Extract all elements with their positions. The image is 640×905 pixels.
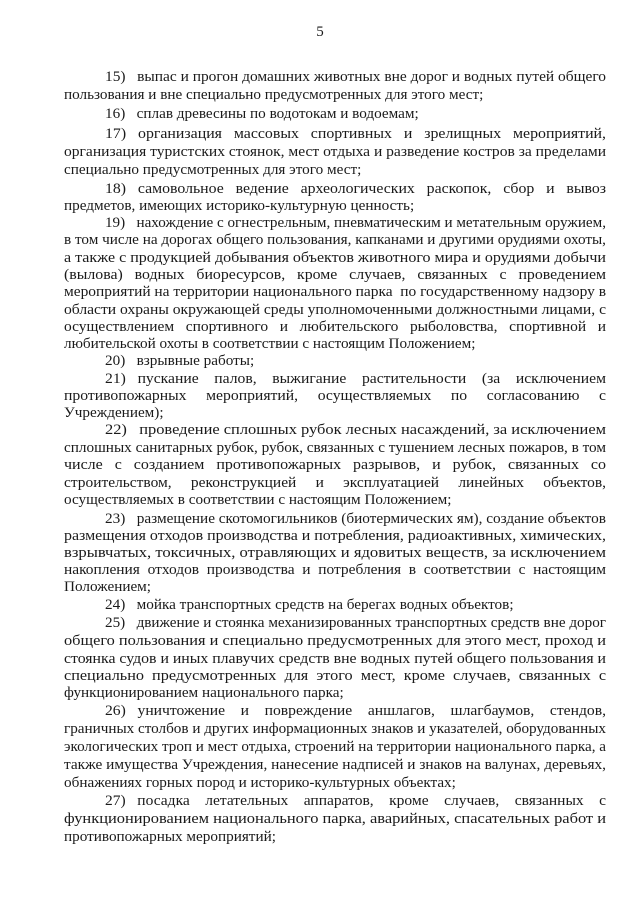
text-line: 21) пускание палов, выжигание растительности (за исключением xyxy=(105,370,606,387)
text-line: взрывчатых, токсичных, отравляющих и ядовитых веществ, за исключением xyxy=(64,544,607,561)
text-line: пользования и вне специально предусмотренных для этого мест; xyxy=(64,86,484,103)
text-line: накопления отходов производства и потребления в соответствии с настоящим xyxy=(64,561,607,578)
text-line: противопожарных мероприятий; xyxy=(64,828,276,845)
text-line: 20) взрывные работы; xyxy=(105,352,255,369)
text-line: 24) мойка транспортных средств на берегах водных объектов; xyxy=(105,596,514,613)
text-line: специально предусмотренных для этого мест, кроме случаев, связанных с xyxy=(64,667,607,684)
text-line: строительством, реконструкцией и эксплуатацией линейных объектов, xyxy=(64,474,607,491)
text-line: области охраны окружающей среды уполномоченными должностными лицами, с xyxy=(64,301,606,318)
text-line: 19) нахождение с огнестрельным, пневматическим и метательным оружием, xyxy=(105,214,606,231)
text-line: функционированием национального парка, аварийных, спасательных работ и xyxy=(64,810,607,827)
text-line: сплошных санитарных рубок, рубок, связанных с тушением лесных пожаров, в том xyxy=(64,439,607,456)
text-line: противопожарных мероприятий, осуществляемых по согласованию с xyxy=(64,387,606,404)
text-line: 17) организация массовых спортивных и зрелищных мероприятий, xyxy=(105,125,607,142)
text-line: стоянка судов и иных плавучих средств вне водных путей общего пользования и xyxy=(64,650,607,667)
text-line: любительской охоты в соответствии с настоящим Положением; xyxy=(64,335,476,352)
text-line: числе с созданием противопожарных разрывов, и рубок, связанных со xyxy=(64,456,607,473)
text-line: специально предусмотренных для этого мест; xyxy=(64,161,362,178)
text-line: предметов, имеющих историко-культурную ценность; xyxy=(64,197,415,214)
page-number: 5 xyxy=(316,24,324,40)
text-line: мероприятий на территории национального парка по государственному надзору в xyxy=(64,283,606,300)
text-line: также имущества Учреждения, нанесение надписей и знаков на валунах, деревьях, xyxy=(64,756,607,773)
text-line: Учреждением); xyxy=(64,404,164,421)
text-line: экологических троп и мест отдыха, строений на территории национального парка, а xyxy=(64,738,607,755)
text-line: обнажениях горных пород и историко-культурных объектах; xyxy=(64,774,456,791)
text-line: 15) выпас и прогон домашних животных вне дорог и водных путей общего xyxy=(105,68,606,85)
text-line: а также с продукцией добывания объектов животного мира и орудиями добычи xyxy=(64,249,606,266)
text-line: в том числе на дорогах общего пользования, капканами и другими орудиями охоты, xyxy=(64,231,606,248)
text-line: функционированием национального парка; xyxy=(64,684,344,701)
text-line: граничных столбов и других информационных знаков и указателей, оборудованных xyxy=(64,720,607,737)
text-line: общего пользования и специально предусмотренных для этого мест, проход и xyxy=(64,632,607,649)
text-line: 26) уничтожение и повреждение аншлагов, шлагбаумов, стендов, xyxy=(105,702,607,719)
text-line: 16) сплав древесины по водотокам и водоемам; xyxy=(105,105,419,122)
text-line: (вылова) водных биоресурсов, кроме случаев, связанных с проведением xyxy=(64,266,607,283)
text-line: Положением; xyxy=(64,578,152,595)
text-line: 22) проведение сплошных рубок лесных насаждений, за исключением xyxy=(105,421,607,438)
text-line: 23) размещение скотомогильников (биотермических ям), создание объектов xyxy=(105,510,606,527)
text-line: 25) движение и стоянка механизированных транспортных средств вне дорог xyxy=(105,614,606,631)
text-line: осуществляемых в соответствии с настоящим Положением; xyxy=(64,491,452,508)
text-line: организация туристских стоянок, мест отдыха и разведение костров за пределами xyxy=(64,143,607,160)
text-line: 18) самовольное ведение археологических раскопок, сбор и вывоз xyxy=(105,180,607,197)
text-line: 27) посадка летательных аппаратов, кроме случаев, связанных с xyxy=(105,792,607,809)
text-line: осуществлением спортивного и любительского рыболовства, спортивной и xyxy=(64,318,606,335)
text-line: размещения отходов производства и потребления, радиоактивных, химических, xyxy=(64,527,607,544)
